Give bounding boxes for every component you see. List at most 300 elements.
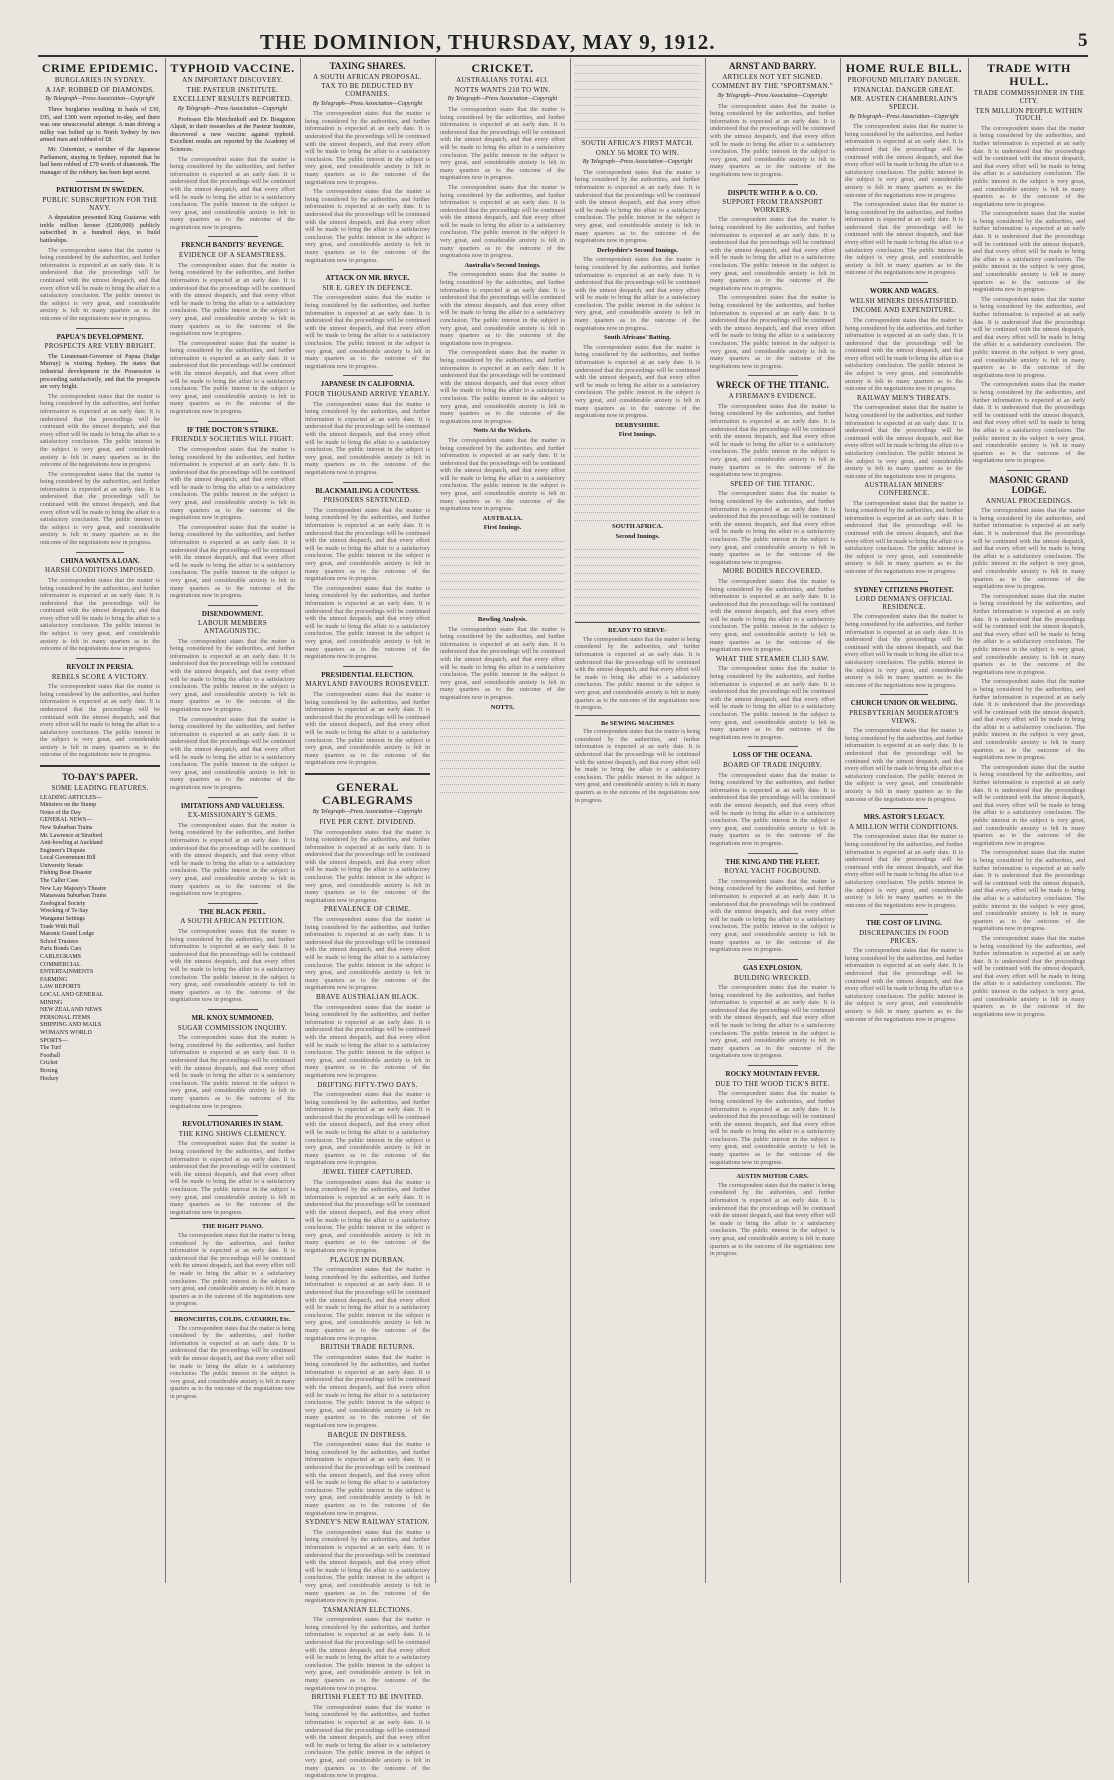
- score-line: [575, 614, 700, 622]
- score-line: [575, 74, 700, 82]
- article-text: The correspondent states that the matter is being considered by the authorities, and further information is expected at an early date. It is understood that the proceedings will be continued with the utmost despatch, and that every effort will be made to bring the affair to a satisfactory conclusion. The public interest in the subject is very great, and considerable anxiety is felt in many quarters as to the outcome of the negotiations now in progress.: [170, 1034, 295, 1110]
- article-text: The correspondent states that the matter is being considered by the authorities, and further information is expected at an early date. It is understood that the proceedings will be continued with the utmost despatch, and that every effort will be made to bring the affair to a satisfactory conclusion. The public interest in the subject is very great, and considerable anxiety is felt in many quarters as to the outcome of the negotiations now in progress.: [305, 1703, 430, 1780]
- contents-item: New Lay Majesty's Theatre: [40, 885, 107, 892]
- headline-work-wages: WORK AND WAGES.: [869, 287, 939, 296]
- divider: [208, 1115, 258, 1116]
- article-text: The correspondent states that the matter is being considered by the authorities, and further information is expected at an early date. It is understood that the proceedings will be continued with the utmost despatch, and that every effort will be made to bring the affair to a satisfactory conclusion. The public interest in the subject is very great, and considerable anxiety is felt in many quarters as to the outcome of the negotiations now in progress.: [710, 984, 835, 1060]
- divider: [208, 903, 258, 904]
- headline-dispute: DISPUTE WITH P. & O. CO.: [727, 188, 818, 197]
- headline-bandits: FRENCH BANDITS' REVENGE.: [181, 241, 284, 250]
- contents-item: The Caller Case: [40, 878, 79, 885]
- score-line: [440, 558, 565, 566]
- section-heading: NOTTS.: [490, 703, 515, 711]
- contents-item: ENTERTAINMENTS: [40, 969, 94, 976]
- headline-siam: REVOLUTIONARIES IN SIAM.: [182, 1120, 283, 1129]
- headline-disendowment: DISENDOWMENT.: [201, 609, 264, 618]
- sub-chamberlain: MR. AUSTEN CHAMBERLAIN'S SPEECH.: [850, 95, 958, 111]
- article-text: The correspondent states that the matter is being considered by the authorities, and further information is expected at an early date. It is understood that the proceedings will be continued with the utmost despatch, and that every effort will be made to bring the affair to a satisfactory conclusion. The public interest in the subject is very great, and considerable anxiety is felt in many quarters as to the outcome of the negotiations now in progress.: [710, 771, 835, 847]
- article-text: The correspondent states that the matter is being considered by the authorities, and further information is expected at an early date. It is understood that the proceedings will be continued with the utmost despatch, and that every effort will be made to bring the affair to a satisfactory conclusion. The public interest in the subject is very great, and considerable anxiety is felt in many quarters as to the outcome of the negotiations now in progress.: [845, 316, 963, 393]
- cablegram-heading: DRIFTING FIFTY-TWO DAYS.: [317, 1080, 418, 1089]
- contents-item: Notes of the Day: [40, 809, 81, 816]
- article-text: The correspondent states that the matter is being considered by the authorities, and further information is expected at an early date. It is understood that the proceedings will be continued with the utmost despatch, and that every effort will be made to bring the affair to a satisfactory conclusion. The public interest in the subject is very great, and considerable anxiety is felt in many quarters as to the outcome of the negotiations now in progress.: [170, 339, 295, 416]
- section-heading: South Africans' Batting.: [604, 334, 671, 342]
- score-line: [440, 729, 565, 737]
- sub-australians: AUSTRALIANS TOTAL 413.: [456, 76, 549, 85]
- headline-black-peril: THE BLACK PERIL.: [199, 907, 266, 916]
- article-text: The correspondent states that the matter is being considered by the authorities, and further information is expected at an early date. It is understood that the proceedings will be continued with the utmost despatch, and that every effort will be made to bring the affair to a satisfactory conclusion. The public interest in the subject is very great, and considerable anxiety is felt in many quarters as to the outcome of the negotiations now in progress.: [170, 1325, 295, 1400]
- contents-item: School Trustees: [40, 938, 79, 945]
- sub-prospects: PROSPECTS ARE VERY BRIGHT.: [44, 342, 156, 351]
- divider: [76, 552, 124, 553]
- advert-bronchitis: [170, 1311, 295, 1402]
- article-text: The correspondent states that the matter is being considered by the authorities, and further information is expected at an early date. It is understood that the proceedings will be continued with the utmost despatch, and that every effort will be made to bring the affair to a satisfactory conclusion. The public interest in the subject is very great, and considerable anxiety is felt in many quarters as to the outcome of the negotiations now in progress.: [440, 105, 565, 182]
- article-text: The correspondent states that the matter is being considered by the authorities, and further information is expected at an early date. It is understood that the proceedings will be continued with the utmost despatch, and that every effort will be made to bring the affair to a satisfactory conclusion. The public interest in the subject is very great, and considerable anxiety is felt in many quarters as to the outcome of the negotiations now in progress.: [305, 1528, 430, 1605]
- section-heading: Second Innings.: [615, 532, 660, 540]
- divider: [1007, 470, 1052, 471]
- column-rule: [300, 58, 301, 1583]
- sub-south-african: A SOUTH AFRICAN PROPOSAL.: [313, 72, 422, 81]
- article-text: The correspondent states that the matter is being considered by the authorities, and further information is expected at an early date. It is understood that the proceedings will be continued with the utmost despatch, and that every effort will be made to bring the affair to a satisfactory conclusion. The public interest in the subject is very great, and considerable anxiety is felt in many quarters as to the outcome of the negotiations now in progress.: [575, 729, 700, 804]
- article-text: The correspondent states that the matter is being considered by the authorities, and further information is expected at an early date. It is understood that the proceedings will be continued with the utmost despatch, and that every effort will be made to bring the affair to a satisfactory conclusion. The public interest in the subject is very great, and considerable anxiety is felt in many quarters as to the outcome of the negotiations now in progress.: [170, 1140, 295, 1216]
- advert-piano: [170, 1218, 295, 1309]
- column-4: [440, 58, 565, 1583]
- column-6: [710, 58, 835, 1583]
- score-line: [440, 574, 565, 582]
- article-text: The correspondent states that the matter is being considered by the authorities, and further information is expected at an early date. It is understood that the proceedings will be continued with the utmost despatch, and that every effort will be made to bring the affair to a satisfactory conclusion. The public interest in the subject is very great, and considerable anxiety is felt in many quarters as to the outcome of the negotiations now in progress.: [305, 110, 430, 186]
- section-heading: Notts At the Wickets.: [473, 427, 532, 435]
- contents-item: Engineer's Dispute: [40, 847, 86, 854]
- headline-typhoid: TYPHOID VACCINE.: [170, 61, 295, 75]
- sub-prisoners: PRISONERS SENTENCED.: [323, 496, 412, 505]
- sub-welsh: WELSH MINERS DISSATISFIED.: [849, 296, 959, 305]
- article-text: The correspondent states that the matter is being considered by the authorities, and further information is expected at an early date. It is understood that the proceedings will be continued with the utmost despatch, and that every effort will be made to bring the affair to a satisfactory conclusion. The public interest in the subject is very great, and considerable anxiety is felt in many quarters as to the outcome of the negotiations now in progress.: [305, 1353, 430, 1430]
- article-text: The correspondent states that the matter is being considered by the authorities, and further information is expected at an early date. It is understood that the proceedings will be continued with the utmost despatch, and that every effort will be made to bring the affair to a satisfactory conclusion. The public interest in the subject is very great, and considerable anxiety is felt in many quarters as to the outcome of the negotiations now in progress.: [710, 877, 835, 954]
- headline-oceana: LOSS OF THE OCEANA.: [732, 751, 813, 760]
- score-line: [440, 598, 565, 606]
- column-rule: [570, 58, 571, 1583]
- headline-titanic: WRECK OF THE TITANIC.: [716, 380, 829, 391]
- score-line: [440, 745, 565, 753]
- score-line: [575, 90, 700, 98]
- cablegram-heading: PREVALENCE OF CRIME.: [324, 905, 411, 914]
- article-text: The correspondent states that the matter is being considered by the authorities, and further information is expected at an early date. It is understood that the proceedings will be continued with the utmost despatch, and that every effort will be made to bring the affair to a satisfactory conclusion. The public interest in the subject is very great, and considerable anxiety is felt in many quarters as to the outcome of the negotiations now in progress.: [973, 592, 1085, 676]
- divider: [343, 482, 393, 483]
- sub-notts: NOTTS WANTS 210 TO WIN.: [454, 85, 551, 94]
- article-text: The correspondent states that the matter is being considered by the authorities, and further information is expected at an early date. It is understood that the proceedings will be continued with the utmost despatch, and that every effort will be made to bring the affair to a satisfactory conclusion. The public interest in the subject is very great, and considerable anxiety is felt in many quarters as to the outcome of the negotiations now in progress.: [440, 625, 565, 701]
- contents-item: GENERAL NEWS—: [40, 817, 93, 824]
- divider: [748, 959, 798, 960]
- divider: [208, 605, 258, 606]
- divider: [343, 666, 393, 667]
- scorecard: [575, 542, 700, 622]
- score-line: [440, 737, 565, 745]
- sub-sugar: SUGAR COMMISSION INQUIRY.: [177, 1023, 288, 1032]
- headline-astor: MRS. ASTOR'S LEGACY.: [863, 813, 945, 822]
- contents-item: LOCAL AND GENERAL: [40, 991, 104, 998]
- article-text: The correspondent states that the matter is being considered by the authorities, and further information is expected at an early date. It is understood that the proceedings will be continued with the utmost despatch, and that every effort will be made to bring the affair to a satisfactory conclusion. The public interest in the subject is very great, and considerable anxiety is felt in many quarters as to the outcome of the negotiations now in progress.: [710, 665, 835, 741]
- article-text: The correspondent states that the matter is being considered by the authorities, and further information is expected at an early date. It is understood that the proceedings will be continued with the utmost despatch, and that every effort will be made to bring the affair to a satisfactory conclusion. The public interest in the subject is very great, and considerable anxiety is felt in many quarters as to the outcome of the negotiations now in progress.: [440, 436, 565, 513]
- article-text: The correspondent states that the matter is being considered by the authorities, and further information is expected at an early date. It is understood that the proceedings will be continued with the utmost despatch, and that every effort will be made to bring the affair to a satisfactory conclusion. The public interest in the subject is very great, and considerable anxiety is felt in many quarters as to the outcome of the negotiations now in progress.: [305, 400, 430, 476]
- column-8: [973, 58, 1085, 1583]
- sub-income: INCOME AND EXPENDITURE.: [852, 306, 956, 315]
- cablegram-heading: BRITISH FLEET TO BE INVITED.: [311, 1693, 424, 1702]
- sub-commissioner: TRADE COMMISSIONER IN THE CITY.: [973, 89, 1085, 105]
- score-line: [575, 457, 700, 465]
- contents-item: Football: [40, 1052, 61, 1059]
- divider: [208, 421, 258, 422]
- advert-title: AUSTIN MOTOR CARS.: [736, 1173, 809, 1181]
- article-text: The correspondent states that the matter is being considered by the authorities, and further information is expected at an early date. It is understood that the proceedings will be continued with the utmost despatch, and that every effort will be made to bring the affair to a satisfactory conclusion. The public interest in the subject is very great, and considerable anxiety is felt in many quarters as to the outcome of the negotiations now in progress.: [845, 613, 963, 689]
- headline-trade-hull: TRADE WITH HULL.: [987, 61, 1071, 89]
- sub-speed: SPEED OF THE TITANIC.: [730, 479, 815, 488]
- column-rule: [840, 58, 841, 1583]
- article-text: The correspondent states that the matter is being considered by the authorities, and further information is expected at an early date. It is understood that the proceedings will be continued with the utmost despatch, and that every effort will be made to bring the affair to a satisfactory conclusion. The public interest in the subject is very great, and considerable anxiety is felt in many quarters as to the outcome of the negotiations now in progress.: [710, 216, 835, 292]
- score-line: [575, 66, 700, 74]
- contents-item: Boxing: [40, 1067, 58, 1074]
- score-line: [575, 441, 700, 449]
- divider: [343, 375, 393, 376]
- sub-transport: SUPPORT FROM TRANSPORT WORKERS.: [722, 198, 823, 214]
- credit-line: By Telegraph—Press Association—Copyright: [177, 105, 288, 112]
- headline-papua: PAPUA'S DEVELOPMENT.: [56, 332, 144, 341]
- headline-rocky: ROCKY MOUNTAIN FEVER.: [725, 1070, 820, 1079]
- contents-item: MINING: [40, 999, 63, 1006]
- sub-miners-conf: AUSTRALIAN MINERS' CONFERENCE.: [864, 481, 944, 497]
- score-line: [575, 98, 700, 106]
- divider: [208, 797, 258, 798]
- headline-doctors: IF THE DOCTOR'S STRIKE.: [186, 425, 279, 434]
- cablegram-heading: FIVE PER CENT. DIVIDEND.: [319, 817, 416, 826]
- contents-item: New Suburban Trains: [40, 824, 93, 831]
- headline-masonic: MASONIC GRAND LODGE.: [989, 474, 1069, 495]
- sub-fireman: A FIREMAN'S EVIDENCE.: [728, 392, 817, 401]
- headline-crime: CRIME EPIDEMIC.: [41, 61, 159, 75]
- article-text: The correspondent states that the matter is being considered by the authorities, and further information is expected at an early date. It is understood that the proceedings will be continued with the utmost despatch, and that every effort will be made to bring the affair to a satisfactory conclusion. The public interest in the subject is very great, and considerable anxiety is felt in many quarters as to the outcome of the negotiations now in progress.: [305, 1441, 430, 1517]
- score-line: [575, 606, 700, 614]
- article-text: The correspondent states that the matter is being considered by the authorities, and further information is expected at an early date. It is understood that the proceedings will be continued with the utmost despatch, and that every effort will be made to bring the affair to a satisfactory conclusion. The public interest in the subject is very great, and considerable anxiety is felt in many quarters as to the outcome of the negotiations now in progress.: [710, 490, 835, 566]
- sub-grey: SIR E. GREY IN DEFENCE.: [322, 283, 413, 292]
- contents-item: Fishing Boat Disaster: [40, 870, 92, 877]
- headline-imitations: IMITATIONS AND VALUELESS.: [180, 801, 285, 810]
- article-text: The correspondent states that the matter is being considered by the authorities, and further information is expected at an early date. It is understood that the proceedings will be continued with the utmost despatch, and that every effort will be made to bring the affair to a satisfactory conclusion. The public interest in the subject is very great, and considerable anxiety is felt in many quarters as to the outcome of the negotiations now in progress.: [710, 102, 835, 179]
- article-text: The correspondent states that the matter is being considered by the authorities, and further information is expected at an early date. It is understood that the proceedings will be continued with the utmost despatch, and that every effort will be made to bring the affair to a satisfactory conclusion. The public interest in the subject is very great, and considerable anxiety is felt in many quarters as to the outcome of the negotiations now in progress.: [973, 381, 1085, 465]
- article-text: The correspondent states that the matter is being considered by the authorities, and further information is expected at an early date. It is understood that the proceedings will be continued with the utmost despatch, and that every effort will be made to bring the affair to a satisfactory conclusion. The public interest in the subject is very great, and considerable anxiety is felt in many quarters as to the outcome of the negotiations now in progress.: [305, 584, 430, 661]
- sub-proceedings: ANNUAL PROCEEDINGS.: [985, 496, 1073, 505]
- masthead: [0, 30, 1114, 52]
- section-heading: First Innings.: [618, 431, 657, 439]
- sub-clio: WHAT THE STEAMER CLIO SAW.: [715, 654, 830, 663]
- score-line: [575, 590, 700, 598]
- contents-item: Local Government Bill: [40, 855, 96, 862]
- headline-patriotism: PATRIOTISM IN SWEDEN.: [56, 186, 144, 195]
- score-line: [575, 582, 700, 590]
- contents-item: NEW ZEALAND NEWS: [40, 1007, 102, 1014]
- credit-line: By Telegraph—Press Association—Copyright: [717, 93, 828, 100]
- score-line: [575, 481, 700, 489]
- section-heading: Derbyshire's Second Innings.: [597, 246, 678, 254]
- column-7: [845, 58, 963, 1583]
- score-line: [440, 566, 565, 574]
- contents-item: Manawatu Suburban Trains: [40, 893, 107, 900]
- article-text: The correspondent states that the matter is being considered by the authorities, and further information is expected at an early date. It is understood that the proceedings will be continued with the utmost despatch, and that every effort will be made to bring the affair to a satisfactory conclusion. The public interest in the subject is very great, and considerable anxiety is felt in many quarters as to the outcome of the negotiations now in progress.: [305, 1178, 430, 1254]
- article-text: The correspondent states that the matter is being considered by the authorities, and further information is expected at an early date. It is understood that the proceedings will be continued with the utmost despatch, and that every effort will be made to bring the affair to a satisfactory conclusion. The public interest in the subject is very great, and considerable anxiety is felt in many quarters as to the outcome of the negotiations now in progress.: [170, 821, 295, 898]
- advert-title: READY TO SERVE-: [608, 627, 667, 635]
- scorecard: [575, 441, 700, 521]
- contents-item: Hockey: [40, 1075, 59, 1082]
- score-line: [575, 489, 700, 497]
- score-line: [575, 106, 700, 114]
- sub-jap-robbed: A JAP. ROBBED OF DIAMONDS.: [45, 85, 155, 94]
- score-line: [440, 753, 565, 761]
- article-text: The correspondent states that the matter is being considered by the authorities, and further information is expected at an early date. It is understood that the proceedings will be continued with the utmost despatch, and that every effort will be made to bring the affair to a satisfactory conclusion. The public interest in the subject is very great, and considerable anxiety is felt in many quarters as to the outcome of the negotiations now in progress.: [40, 683, 160, 759]
- headline-cricket: CRICKET.: [471, 61, 534, 75]
- sub-petition: A SOUTH AFRICAN PETITION.: [180, 917, 285, 926]
- sub-56-more: ONLY 56 MORE TO WIN.: [595, 148, 680, 157]
- scorecard: [440, 713, 565, 793]
- headline-china: CHINA WANTS A LOAN.: [60, 556, 140, 565]
- divider: [880, 282, 927, 283]
- headline-sydney-protest: SYDNEY CITIZENS PROTEST.: [854, 585, 954, 594]
- article-text: The correspondent states that the matter is being considered by the authorities, and further information is expected at an early date. It is understood that the proceedings will be continued with the utmost despatch, and that every effort will be made to bring the affair to a satisfactory conclusion. The public interest in the subject is very great, and considerable anxiety is felt in many quarters as to the outcome of the negotiations now in progress.: [305, 1616, 430, 1692]
- divider: [305, 773, 430, 775]
- article-text: The correspondent states that the matter is being considered by the authorities, and further information is expected at an early date. It is understood that the proceedings will be continued with the utmost despatch, and that every effort will be made to bring the affair to a satisfactory conclusion. The public interest in the subject is very great, and considerable anxiety is felt in many quarters as to the outcome of the negotiations now in progress.: [845, 833, 963, 909]
- cablegram-heading: BRAVE AUSTRALIAN BLACK.: [315, 992, 420, 1001]
- contents-item: Mr. Lawrence at Stratford: [40, 832, 103, 839]
- cablegram-heading: TASMANIAN ELECTIONS.: [322, 1605, 413, 1614]
- credit-line: By Telegraph—Press Association—Copyright: [849, 113, 959, 120]
- contents-item: LEADING ARTICLES—: [40, 794, 103, 801]
- sub-maryland: MARYLAND FAVOURS ROOSEVELT.: [305, 680, 430, 689]
- divider: [748, 746, 798, 747]
- headline-presidential: PRESIDENTIAL ELECTION.: [321, 670, 414, 679]
- sub-railway: RAILWAY MEN'S THREATS.: [856, 393, 951, 402]
- article-text: The correspondent states that the matter is being considered by the authorities, and further information is expected at an early date. It is understood that the proceedings will be continued with the utmost despatch, and that every effort will be made to bring the affair to a satisfactory conclusion. The public interest in the subject is very great, and considerable anxiety is felt in many quarters as to the outcome of the negotiations now in progress.: [710, 577, 835, 654]
- article-text: The correspondent states that the matter is being considered by the authorities, and further information is expected at an early date. It is understood that the proceedings will be continued with the utmost despatch, and that every effort will be made to bring the affair to a satisfactory conclusion. The public interest in the subject is very great, and considerable anxiety is felt in many quarters as to the outcome of the negotiations now in progress.: [170, 261, 295, 338]
- sub-discovery: AN IMPORTANT DISCOVERY.: [182, 76, 283, 85]
- article-text: The correspondent states that the matter is being considered by the authorities, and further information is expected at an early date. It is understood that the proceedings will be continued with the utmost despatch, and that every effort will be made to bring the affair to a satisfactory conclusion. The public interest in the subject is very great, and considerable anxiety is felt in many quarters as to the outcome of the negotiations now in progress.: [305, 1266, 430, 1342]
- contents-item: Zoological Society: [40, 900, 86, 907]
- column-3: [305, 58, 430, 1780]
- advert-title: Be SEWING MACHINES: [601, 719, 674, 727]
- sub-features: SOME LEADING FEATURES.: [51, 783, 149, 792]
- contents-item: University Senate: [40, 862, 83, 869]
- sub-public-subscription: PUBLIC SUBSCRIPTION FOR THE NAVY.: [42, 196, 158, 212]
- sub-burglaries: BURGLARIES IN SYDNEY.: [54, 76, 146, 85]
- article-text: The correspondent states that the matter is being considered by the authorities, and further information is expected at an early date. It is understood that the proceedings will be continued with the utmost despatch, and that every effort will be made to bring the affair to a satisfactory conclusion. The public interest in the subject is very great, and considerable anxiety is felt in many quarters as to the outcome of the negotiations now in progress.: [170, 523, 295, 600]
- article-text: The correspondent states that the matter is being considered by the authorities, and further information is expected at an early date. It is understood that the proceedings will be continued with the utmost despatch, and that every effort will be made to bring the affair to a satisfactory conclusion. The public interest in the subject is very great, and considerable anxiety is felt in many quarters as to the outcome of the negotiations now in progress.: [40, 576, 160, 653]
- article-text: The correspondent states that the matter is being considered by the authorities, and further information is expected at an early date. It is understood that the proceedings will be continued with the utmost despatch, and that every effort will be made to bring the affair to a satisfactory conclusion. The public interest in the subject is very great, and considerable anxiety is felt in many quarters as to the outcome of the negotiations now in progress.: [170, 928, 295, 1004]
- sub-sa-first-match: SOUTH AFRICA'S FIRST MATCH.: [581, 139, 694, 147]
- article-text: The correspondent states that the matter is being considered by the authorities, and further information is expected at an early date. It is understood that the proceedings will be continued with the utmost despatch, and that every effort will be made to bring the affair to a satisfactory conclusion. The public interest in the subject is very great, and considerable anxiety is felt in many quarters as to the outcome of the negotiations now in progress.: [575, 168, 700, 245]
- article-text: Mr. Ostermier, a member of the Japanese Parliament, staying in Sydney, reported that he had been robbed of £70 worth of diamonds. The manager of the robbery has been kept secret.: [40, 145, 160, 176]
- sub-seamstress: EVIDENCE OF A SEAMSTRESS.: [178, 251, 287, 260]
- headline-japanese: JAPANESE IN CALIFORNIA.: [320, 380, 415, 389]
- headline-king-fleet: THE KING AND THE FLEET.: [725, 857, 820, 866]
- sub-clemency: THE KING SHOWS CLEMENCY.: [178, 1129, 287, 1138]
- article-text: The correspondent states that the matter is being considered by the authorities, and further information is expected at an early date. It is understood that the proceedings will be continued with the utmost despatch, and that every effort will be made to bring the affair to a satisfactory conclusion. The public interest in the subject is very great, and considerable anxiety is felt in many quarters as to the outcome of the negotiations now in progress.: [973, 210, 1085, 294]
- score-line: [440, 769, 565, 777]
- section-heading: DERBYSHIRE.: [615, 421, 660, 429]
- sub-tax-deducted: TAX TO BE DEDUCTED BY COMPANIES.: [321, 82, 414, 99]
- headline-countess: BLACKMAILING A COUNTESS.: [315, 486, 420, 495]
- divider: [208, 1009, 258, 1010]
- divider: [40, 765, 160, 767]
- article-text: The correspondent states that the matter is being considered by the authorities, and further information is expected at an early date. It is understood that the proceedings will be continued with the utmost despatch, and that every effort will be made to bring the affair to a satisfactory conclusion. The public interest in the subject is very great, and considerable anxiety is felt in many quarters as to the outcome of the negotiations now in progress.: [305, 294, 430, 370]
- headline-arnst: ARNST AND BARRY.: [729, 61, 816, 71]
- contents-item: PERSONAL ITEMS: [40, 1014, 91, 1021]
- article-text: The correspondent states that the matter is being considered by the authorities, and further information is expected at an early date. It is understood that the proceedings will be continued with the utmost despatch, and that every effort will be made to bring the affair to a satisfactory conclusion. The public interest in the subject is very great, and considerable anxiety is felt in many quarters as to the outcome of the negotiations now in progress.: [845, 201, 963, 277]
- score-line: [575, 505, 700, 513]
- divider: [880, 914, 927, 915]
- article-text: The correspondent states that the matter is being considered by the authorities, and further information is expected at an early date. It is understood that the proceedings will be continued with the utmost despatch, and that every effort will be made to bring the affair to a satisfactory conclusion. The public interest in the subject is very great, and considerable anxiety is felt in many quarters as to the outcome of the negotiations now in progress.: [575, 256, 700, 332]
- article-text: The correspondent states that the matter is being considered by the authorities, and further information is expected at an early date. It is understood that the proceedings will be continued with the utmost despatch, and that every effort will be made to bring the affair to a satisfactory conclusion. The public interest in the subject is very great, and considerable anxiety is felt in many quarters as to the outcome of the negotiations now in progress.: [440, 271, 565, 347]
- article-text: The correspondent states that the matter is being considered by the authorities, and further information is expected at an early date. It is understood that the proceedings will be continued with the utmost despatch, and that every effort will be made to bring the affair to a satisfactory conclusion. The public interest in the subject is very great, and considerable anxiety is felt in many quarters as to the outcome of the negotiations now in progress.: [973, 934, 1085, 1018]
- article-text: The correspondent states that the matter is being considered by the authorities, and further information is expected at an early date. It is understood that the proceedings will be continued with the utmost despatch, and that every effort will be made to bring the affair to a satisfactory conclusion. The public interest in the subject is very great, and considerable anxiety is felt in many quarters as to the outcome of the negotiations now in progress.: [305, 691, 430, 767]
- score-line: [440, 534, 565, 542]
- article-text: The correspondent states that the matter is being considered by the authorities, and further information is expected at an early date. It is understood that the proceedings will be continued with the utmost despatch, and that every effort will be made to bring the affair to a satisfactory conclusion. The public interest in the subject is very great, and considerable anxiety is felt in many quarters as to the outcome of the negotiations now in progress.: [575, 636, 700, 712]
- divider: [880, 581, 927, 582]
- cablegram-list: [305, 819, 430, 1780]
- score-line: [575, 465, 700, 473]
- sub-moderator: PRESBYTERIAN MODERATOR'S VIEWS.: [849, 709, 959, 725]
- divider: [76, 328, 124, 329]
- article-text: The correspondent states that the matter is being considered by the authorities, and further information is expected at an early date. It is understood that the proceedings will be continued with the utmost despatch, and that every effort will be made to bring the affair to a satisfactory conclusion. The public interest in the subject is very great, and considerable anxiety is felt in many quarters as to the outcome of the negotiations now in progress.: [845, 123, 963, 199]
- score-line: [575, 566, 700, 574]
- score-line: [575, 574, 700, 582]
- article-text: The correspondent states that the matter is being considered by the authorities, and further information is expected at an early date. It is understood that the proceedings will be continued with the utmost despatch, and that every effort will be made to bring the affair to a satisfactory conclusion. The public interest in the subject is very great, and considerable anxiety is felt in many quarters as to the outcome of the negotiations now in progress.: [440, 349, 565, 425]
- sub-bodies: MORE BODIES RECOVERED.: [722, 567, 823, 576]
- article-text: The correspondent states that the matter is being considered by the authorities, and further information is expected at an early date. It is understood that the proceedings will be continued with the utmost despatch, and that every effort will be made to bring the affair to a satisfactory conclusion. The public interest in the subject is very great, and considerable anxiety is felt in many quarters as to the outcome of the negotiations now in progress.: [305, 1003, 430, 1079]
- article-text: The correspondent states that the matter is being considered by the authorities, and further information is expected at an early date. It is understood that the proceedings will be continued with the utmost despatch, and that every effort will be made to bring the affair to a satisfactory conclusion. The public interest in the subject is very great, and considerable anxiety is felt in many quarters as to the outcome of the negotiations now in progress.: [170, 445, 295, 522]
- column-rule: [435, 58, 436, 1583]
- article-text: The correspondent states that the matter is being considered by the authorities, and further information is expected at an early date. It is understood that the proceedings will be continued with the utmost despatch, and that every effort will be made to bring the affair to a satisfactory conclusion. The public interest in the subject is very great, and considerable anxiety is felt in many quarters as to the outcome of the negotiations now in progress.: [845, 727, 963, 803]
- section-heading: Australia's Second Innings.: [464, 261, 541, 269]
- sub-million: A MILLION WITH CONDITIONS.: [849, 822, 959, 831]
- article-text: The correspondent states that the matter is being considered by the authorities, and further information is expected at an early date. It is understood that the proceedings will be continued with the utmost despatch, and that every effort will be made to bring the affair to a satisfactory conclusion. The public interest in the subject is very great, and considerable anxiety is felt in many quarters as to the outcome of the negotiations now in progress.: [305, 188, 430, 264]
- section-heading: Bowling Analysis.: [477, 616, 528, 624]
- divider: [880, 694, 927, 695]
- headline-home-rule: HOME RULE BILL.: [845, 61, 963, 75]
- article-text: The correspondent states that the matter is being considered by the authorities, and further information is expected at an early date. It is understood that the proceedings will be continued with the utmost despatch, and that every effort will be made to bring the affair to a satisfactory conclusion. The public interest in the subject is very great, and considerable anxiety is felt in many quarters as to the outcome of the negotiations now in progress.: [973, 849, 1085, 933]
- score-line: [440, 761, 565, 769]
- sub-labour: LABOUR MEMBERS ANTAGONISTIC.: [198, 619, 267, 636]
- section-heading: AUSTRALIA.: [482, 514, 523, 522]
- headline-cablegrams: GENERAL CABLEGRAMS: [321, 779, 413, 808]
- sub-military: PROFOUND MILITARY DANGER.: [847, 76, 961, 85]
- headline-persia: REVOLT IN PERSIA.: [66, 662, 134, 671]
- contents-item: Paris Bonds Cars: [40, 946, 82, 953]
- sub-building: BUILDING WRECKED.: [734, 973, 811, 982]
- sub-articles: ARTICLES NOT YET SIGNED.: [722, 72, 823, 81]
- contents-item: Masonic Grand Lodge: [40, 931, 94, 938]
- contents-item: SPORTS—: [40, 1037, 68, 1044]
- contents-item: Wanganui Settings: [40, 916, 86, 923]
- divider: [748, 184, 798, 185]
- divider: [748, 375, 798, 376]
- credit-line: By Telegraph—Press Association—Copyright: [312, 809, 423, 816]
- article-text: The correspondent states that the matter is being considered by the authorities, and further information is expected at an early date. It is understood that the proceedings will be continued with the utmost despatch, and that every effort will be made to bring the affair to a satisfactory conclusion. The public interest in the subject is very great, and considerable anxiety is felt in many quarters as to the outcome of the negotiations now in progress.: [40, 246, 160, 322]
- score-line: [575, 497, 700, 505]
- score-line: [440, 721, 565, 729]
- cablegram-heading: JEWEL THIEF CAPTURED.: [322, 1168, 413, 1177]
- advert-sewing: [575, 715, 700, 806]
- contents-item: Ministers on the Stump: [40, 802, 97, 809]
- cablegram-heading: SYDNEY'S NEW RAILWAY STATION.: [305, 1518, 430, 1527]
- score-line: [440, 777, 565, 785]
- cablegram-heading: PLAGUE IN DURBAN.: [330, 1255, 405, 1264]
- article-text: A deputation presented King Gustavus with treble million kroner (£200,000) publicly subscribed in a hundred days, to build battleships.: [40, 214, 160, 244]
- article-text: The correspondent states that the matter is being considered by the authorities, and further information is expected at an early date. It is understood that the proceedings will be continued with the utmost despatch, and that every effort will be made to bring the affair to a satisfactory conclusion. The public interest in the subject is very great, and considerable anxiety is felt in many quarters as to the outcome of the negotiations now in progress.: [305, 506, 430, 583]
- sub-gems: EX-MISSIONARY'S GEMS.: [187, 811, 278, 820]
- contents-item: Cricket: [40, 1060, 58, 1067]
- sub-food-prices: DISCREPANCIES IN FOOD PRICES.: [859, 929, 949, 945]
- article-text: The correspondent states that the matter is being considered by the authorities, and further information is expected at an early date. It is understood that the proceedings will be continued with the utmost despatch, and that every effort will be made to bring the affair to a satisfactory conclusion. The public interest in the subject is very great, and considerable anxiety is felt in many quarters as to the outcome of the negotiations now in progress.: [845, 404, 963, 480]
- column-5: [575, 58, 700, 1583]
- article-text: The correspondent states that the matter is being considered by the authorities, and further information is expected at an early date. It is understood that the proceedings will be continued with the utmost despatch, and that every effort will be made to bring the affair to a satisfactory conclusion. The public interest in the subject is very great, and considerable anxiety is felt in many quarters as to the outcome of the negotiations now in progress.: [40, 470, 160, 547]
- sub-tick: DUE TO THE WOOD TICK'S BITE.: [715, 1079, 830, 1088]
- sub-pasteur: THE PASTEUR INSTITUTE.: [186, 85, 279, 94]
- headline-cost-living: THE COST OF LIVING.: [866, 919, 942, 928]
- contents-item: COMMERCIAL: [40, 961, 81, 968]
- score-line: [575, 513, 700, 521]
- headline-taxing: TAXING SHARES.: [329, 61, 406, 71]
- article-text: The correspondent states that the matter is being considered by the authorities, and further information is expected at an early date. It is understood that the proceedings will be continued with the utmost despatch, and that every effort will be made to bring the affair to a satisfactory conclusion. The public interest in the subject is very great, and considerable anxiety is felt in many quarters as to the outcome of the negotiations now in progress.: [710, 402, 835, 479]
- sub-financial: FINANCIAL DANGER GREAT.: [853, 85, 955, 94]
- credit-line: By Telegraph—Press Association—Copyright: [45, 96, 155, 103]
- sub-denman: LORD DENMAN'S OFFICIAL RESIDENCE.: [855, 595, 953, 611]
- article-text: Professor Elie Metchnikoff and Dr. Bouguton Alquit, in their researches at the Pasteur Institute, discovered a new vaccine against typhoid. Excellent results are reported by the Academy of Sciences.: [170, 115, 295, 153]
- sub-board: BOARD OF TRADE INQUIRY.: [723, 761, 822, 770]
- divider: [748, 853, 798, 854]
- divider: [208, 236, 258, 237]
- article-text: The correspondent states that the matter is being considered by the authorities, and further information is expected at an early date. It is understood that the proceedings will be continued with the utmost despatch, and that every effort will be made to bring the affair to a satisfactory conclusion. The public interest in the subject is very great, and considerable anxiety is felt in many quarters as to the outcome of the negotiations now in progress.: [575, 343, 700, 420]
- article-text: The correspondent states that the matter is being considered by the authorities, and further information is expected at an early date. It is understood that the proceedings will be continued with the utmost despatch, and that every effort will be made to bring the affair to a satisfactory conclusion. The public interest in the subject is very great, and considerable anxiety is felt in many quarters as to the outcome of the negotiations now in progress.: [973, 507, 1085, 591]
- contents-item: Anti-bowling at Auckland: [40, 840, 103, 847]
- advert-title: THE RIGHT PIANO.: [201, 1223, 264, 1231]
- sub-yacht: ROYAL YACHT FOGBOUND.: [724, 867, 821, 876]
- contents-item: SHIPPING AND MAILS: [40, 1022, 102, 1029]
- headline-gas: GAS EXPLOSION.: [742, 963, 803, 972]
- cablegram-heading: BARQUE IN DISTRESS.: [327, 1430, 408, 1439]
- column-rule: [165, 58, 166, 1583]
- headline-bryce: ATTACK ON MR. BRYCE.: [325, 274, 410, 283]
- article-text: The Lieutenant-Governor of Papua (Judge Murray) is visiting Sydney. He states that industrial development in the Possession is proceeding satisfactorily, and that the prospects are very bright.: [40, 352, 160, 391]
- scorecard: [440, 534, 565, 614]
- article-text: The correspondent states that the matter is being considered by the authorities, and further information is expected at an early date. It is understood that the proceedings will be continued with the utmost despatch, and that every effort will be made to bring the affair to a satisfactory conclusion. The public interest in the subject is very great, and considerable anxiety is felt in many quarters as to the outcome of the negotiations now in progress.: [305, 828, 430, 904]
- contents-list: [40, 795, 160, 1084]
- sub-sportsman: COMMENT BY THE "SPORTSMAN.": [711, 82, 833, 91]
- score-line: [575, 114, 700, 122]
- divider: [76, 181, 124, 182]
- divider: [880, 808, 927, 809]
- credit-line: By Telegraph—Press Association—Copyright: [447, 96, 558, 103]
- article-text: The correspondent states that the matter is being considered by the authorities, and further information is expected at an early date. It is understood that the proceedings will be continued with the utmost despatch, and that every effort will be made to bring the affair to a satisfactory conclusion. The public interest in the subject is very great, and considerable anxiety is felt in many quarters as to the outcome of the negotiations now in progress.: [845, 499, 963, 575]
- headline-knox: MR. KNOX SUMMONED.: [191, 1013, 274, 1022]
- contents-item: WOMAN'S WORLD: [40, 1029, 92, 1036]
- contents-item: CABLEGRAMS: [40, 954, 82, 961]
- top-rule: [38, 55, 1088, 57]
- headline-church-union: CHURCH UNION OR WELDING.: [850, 699, 958, 708]
- divider: [343, 269, 393, 270]
- sub-harsh: HARSH CONDITIONS IMPOSED.: [45, 566, 155, 575]
- score-line: [575, 598, 700, 606]
- article-text: The correspondent states that the matter is being considered by the authorities, and further information is expected at an early date. It is understood that the proceedings will be continued with the utmost despatch, and that every effort will be made to bring the affair to a satisfactory conclusion. The public interest in the subject is very great, and considerable anxiety is felt in many quarters as to the outcome of the negotiations now in progress.: [170, 1233, 295, 1308]
- score-line: [440, 785, 565, 793]
- score-line: [440, 550, 565, 558]
- score-line: [440, 606, 565, 614]
- column-2: [170, 58, 295, 1583]
- section-heading: SOUTH AFRICA.: [612, 522, 663, 530]
